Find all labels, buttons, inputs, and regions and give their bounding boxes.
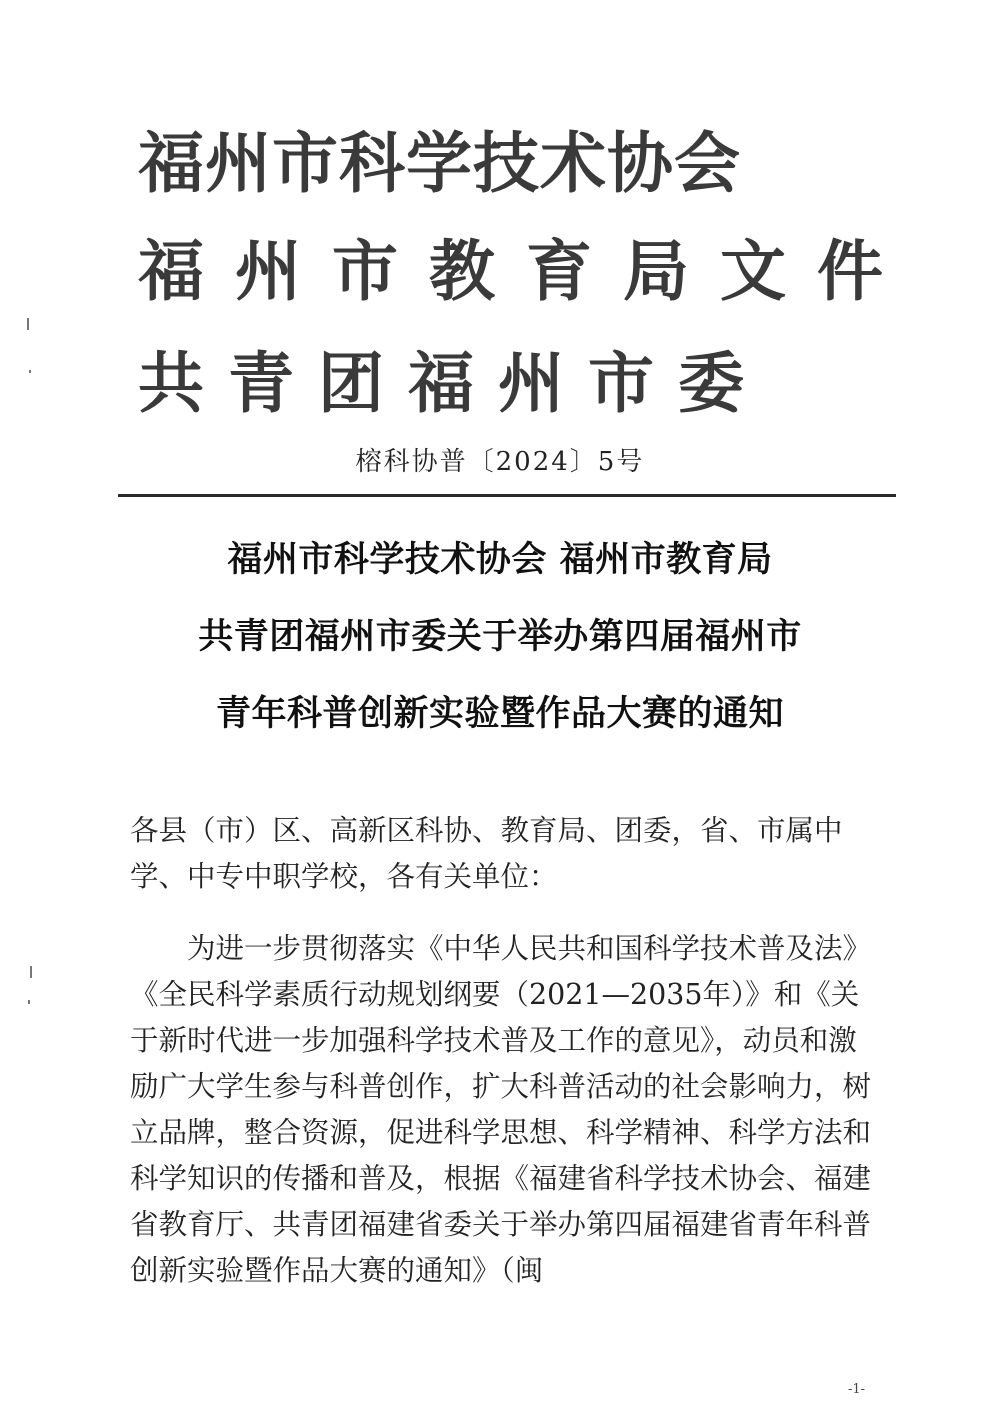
title-line-1: 福州市科学技术协会 福州市教育局 [227,539,773,580]
title-line-3: 青年科普创新实验暨作品大赛的通知 [215,693,784,734]
scan-speck [27,318,29,330]
scan-speck [30,966,32,978]
addressee: 各县（市）区、高新区科协、教育局、团委，省、市属中学、中专中职学校，各有关单位： [130,814,843,893]
document-number: 榕科协普〔2024〕5号 [355,447,645,477]
scan-speck [28,1000,30,1004]
issuer-name-education-bureau: 福州市教育局文件 [138,233,914,310]
page-number: -1- [848,1382,866,1397]
issuer-name-youth-league: 共青团福州市委 [138,345,768,422]
body-paragraph: 为进一步贯彻落实《中华人民共和国科学技术普及法》《全民科学素质行动规划纲要（2021—2035年）》和《关于新时代进一步加强科学技术普及工作的意见》，动员和激励广大学生参与科普创作，扩大科普活动的社会影响力，树立品牌，整合资源，促进科学思想、科学精神、科学方法和科学知识的传播和普及，根据《福建省科学技术协会、福建省教育厅、共青团福建省委关于举办第四届福建省青年科普创新实验暨作品大赛的通知》（闽 [130,932,872,1287]
issuer-name-science-association: 福州市科学技术协会 [138,125,741,202]
title-line-2: 共青团福州市委关于举办第四届福州市 [198,616,802,657]
scan-speck [29,370,31,373]
header-divider [118,494,896,497]
